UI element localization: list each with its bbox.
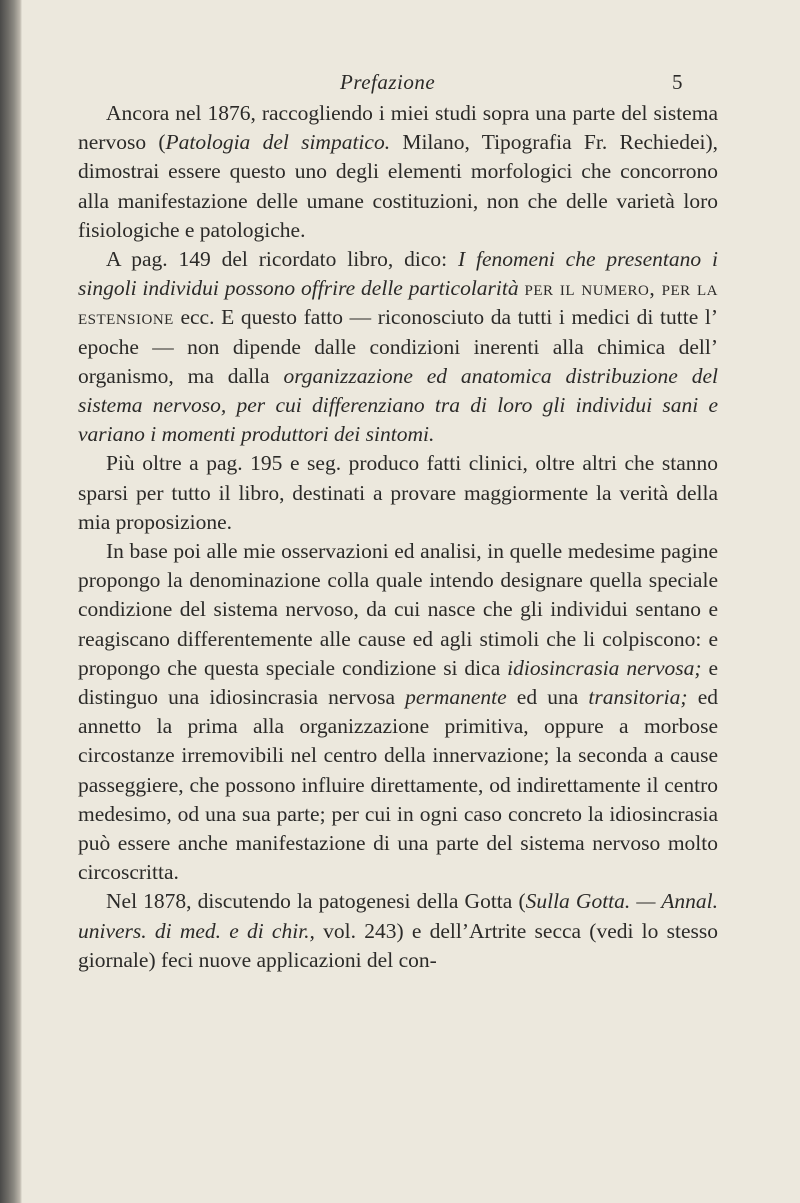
text-run-italic: Sulla Gotta. — Annal. univers. di med. e di chir., <box>78 889 718 943</box>
paragraph-1 <box>78 99 718 245</box>
text-run: ecc. E questo fatto — riconosciuto da tutti i medici di tutte l’ epoche — non dipende dalle condizioni inerenti alla chimica dell’ organismo, ma dalla <box>78 305 718 388</box>
text-run: Nel 1878, discutendo la patogenesi della Gotta ( <box>106 889 526 914</box>
text-run-italic: transitoria; <box>588 685 688 710</box>
book-binding-edge <box>0 0 22 1203</box>
text-run: vol. 243) e dell’Artrite secca (vedi lo stesso giornale) feci nuove applicazioni del con- <box>78 918 718 972</box>
body-text <box>78 99 718 975</box>
paragraph-5 <box>78 887 718 975</box>
text-run: ed annetto la prima alla organizzazione primitiva, oppure a morbose circostanze irremovibili nel centro della innervazione; la seconda a cause passeggiere, che possono influire direttamente, od indirettamente il centro medesimo, od una sua parte; per cui in ogni caso concreto la idiosincrasia può essere anche manifestazione di una parte del sistema nervoso molto circoscritta. <box>78 685 718 885</box>
paragraph-3 <box>78 449 718 537</box>
text-run-italic: idiosincrasia nervosa; <box>507 655 702 680</box>
text-run-italic: permanente <box>405 685 507 710</box>
text-run: Milano, Tipografia Fr. Rechiedei), dimostrai essere questo uno degli elementi morfologici che concorrono alla manifestazione delle umane costituzioni, non che delle varietà loro fisiologiche e patologiche. <box>78 130 718 242</box>
paragraph-4 <box>78 537 718 887</box>
text-run: Più oltre a pag. 195 e seg. produco fatti clinici, oltre altri che stanno sparsi per tutto il libro, destinati a provare maggiormente la verità della mia proposizione. <box>78 451 718 534</box>
text-run-small-caps: per il numero, per la estensione <box>78 276 718 330</box>
text-run: e distinguo una idiosincrasia nervosa <box>78 655 718 710</box>
text-run: Ancora nel 1876, raccogliendo i miei studi sopra una parte del sistema nervoso ( <box>78 101 718 155</box>
text-run: ed una <box>506 685 589 710</box>
book-page <box>22 0 800 1203</box>
text-run-italic: I fenomeni che presentano i singoli individui possono offrire delle particolarità <box>78 247 718 301</box>
text-run: In base poi alle mie osservazioni ed analisi, in quelle medesime pagine propongo la denominazione colla quale intendo designare quella speciale condizione del sistema nervoso, da cui nasce che gli individui sentano e reagiscano differentemente alle cause ed agli stimoli che li colpiscono: e propongo che questa speciale condizione si dica <box>78 539 718 680</box>
running-title: Prefazione <box>340 70 436 94</box>
paragraph-2 <box>78 245 718 449</box>
text-run-italic: organizzazione ed anatomica distribuzione del sistema nervoso, per cui differenziano tra di loro gli individui sani e variano i momenti produttori dei sintomi. <box>78 363 718 447</box>
page-number: 5 <box>672 70 683 94</box>
page-header <box>22 70 800 98</box>
text-run-italic: Patologia del simpatico. <box>165 130 391 155</box>
text-run: A pag. 149 del ricordato libro, dico: <box>106 247 458 272</box>
